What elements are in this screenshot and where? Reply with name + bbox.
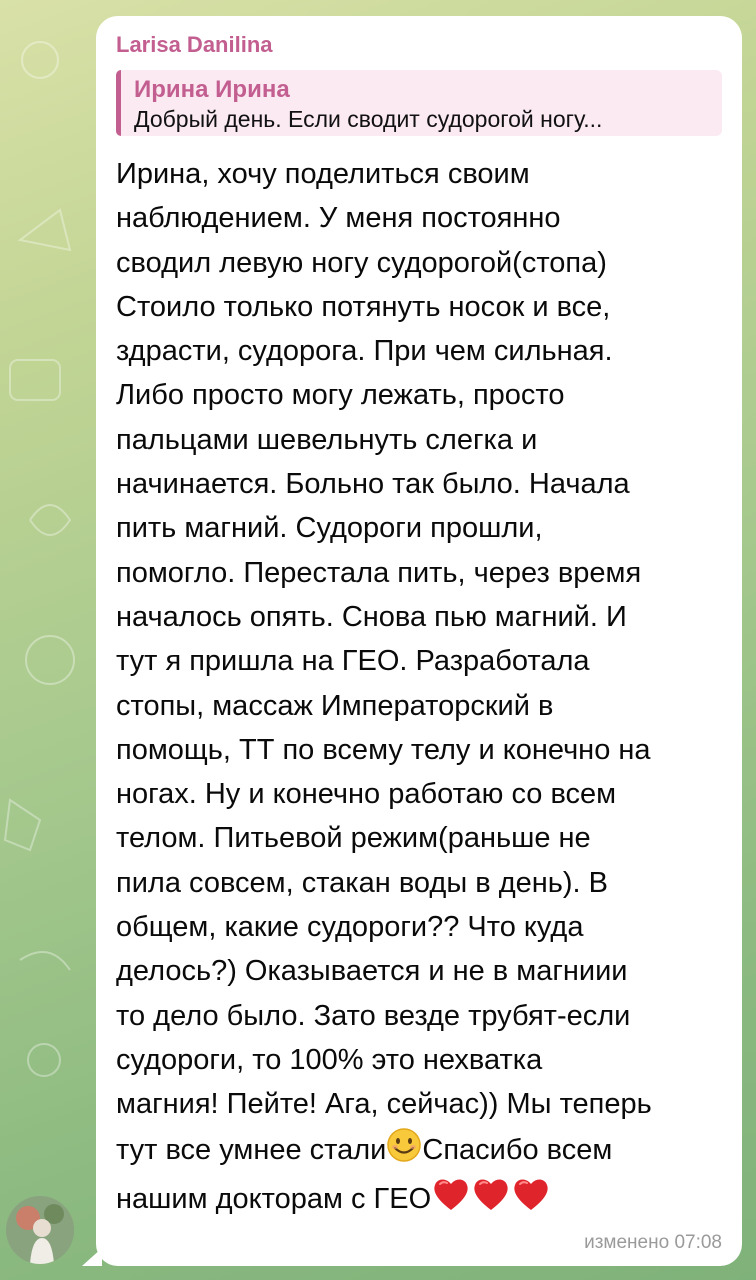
reply-author: Ирина Ирина bbox=[134, 76, 290, 103]
message-text bbox=[116, 152, 722, 1225]
reply-quote[interactable] bbox=[116, 70, 722, 136]
smiling-face-icon bbox=[386, 1127, 422, 1176]
message-meta bbox=[584, 1232, 722, 1254]
edited-label: изменено bbox=[584, 1232, 670, 1253]
message-time: 07:08 bbox=[674, 1232, 722, 1253]
reply-preview: Добрый день. Если сводит судорогой ногу... bbox=[134, 106, 603, 132]
message-text-part1: Ирина, хочу поделиться своим наблюдением. У меня постоянно сводил левую ногу судорогой(стопа) Стоило только потянуть носок и все, здрасти, судорога. При чем сильная. Либо просто могу лежать, просто пальцами шевельнуть слегка и начинается. Больно так было. Начала пить магний. Судороги прошли, помогло. Перестала пить, через время началось опять. Снова пью магний. И тут я пришла на ГЕО. Разработала стопы, массаж Императорский в помощь, ТТ по всему телу и конечно на ногах. Ну и конечно работаю со всем телом. Питьевой режим(раньше не пила совсем, стакан воды в день). В общем, какие судороги?? Что куда делось?) Оказывается и не в магниии то дело было. Зато везде трубят-если судороги, то 100% это нехватка магния! Пейте! Ага, сейчас)) Мы теперь тут все умнее стали bbox=[116, 158, 652, 1166]
red-heart-icon bbox=[511, 1176, 551, 1225]
avatar-photo bbox=[6, 1196, 74, 1264]
sender-name[interactable]: Larisa Danilina bbox=[116, 32, 273, 57]
message-bubble[interactable] bbox=[96, 16, 742, 1266]
message-text-part2: Спасибо всем нашим докторам с ГЕО bbox=[116, 1133, 613, 1215]
sender-avatar[interactable] bbox=[6, 1196, 74, 1264]
red-heart-icon bbox=[471, 1176, 511, 1225]
red-heart-icon bbox=[431, 1176, 471, 1225]
